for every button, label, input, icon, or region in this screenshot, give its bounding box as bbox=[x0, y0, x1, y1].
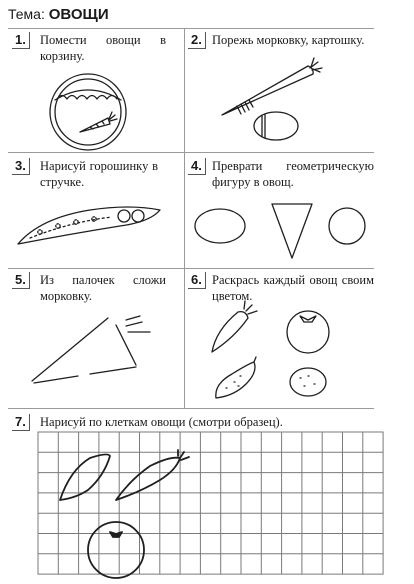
pea-pod bbox=[18, 207, 160, 244]
carrot-sticks bbox=[32, 316, 150, 383]
task-text: Нарисуй по клеткам овощи (смотри образец). bbox=[40, 415, 283, 429]
task-number: 2. bbox=[188, 32, 206, 49]
task-text: Преврати геометрическую фигуру в овощ. bbox=[212, 159, 374, 189]
potato-to-cut bbox=[254, 112, 298, 140]
task-number: 7. bbox=[12, 414, 30, 431]
cucumber-to-color bbox=[216, 357, 256, 398]
topic-label: Тема: bbox=[8, 6, 45, 22]
task-number: 5. bbox=[12, 272, 30, 289]
carrot-to-cut bbox=[222, 58, 322, 115]
grid-sample-tomato bbox=[88, 522, 144, 578]
task-text: Из палочек сложи морковку. bbox=[40, 273, 166, 303]
triangle-shape bbox=[272, 204, 312, 258]
task-text: Раскрась каждый овощ своим цветом. bbox=[212, 273, 374, 303]
task-number: 3. bbox=[12, 158, 30, 175]
basket-drawing bbox=[50, 74, 126, 150]
task-number: 6. bbox=[188, 272, 206, 289]
task-number: 4. bbox=[188, 158, 206, 175]
oval-shape bbox=[195, 209, 245, 243]
task-text: Порежь морковку, картошку. bbox=[212, 33, 365, 47]
task-text: Нарисуй горошинку в стручке. bbox=[40, 159, 158, 189]
carrot-in-basket bbox=[80, 112, 117, 132]
potato-to-color bbox=[290, 368, 326, 396]
tomato-to-color bbox=[287, 311, 329, 353]
circle-shape bbox=[329, 208, 365, 244]
task-number: 1. bbox=[12, 32, 30, 49]
drawing-grid bbox=[38, 432, 383, 574]
topic-title: ОВОЩИ bbox=[48, 6, 109, 23]
carrot-to-color bbox=[212, 301, 257, 352]
task-text: Помести овощи в корзину. bbox=[40, 33, 166, 63]
